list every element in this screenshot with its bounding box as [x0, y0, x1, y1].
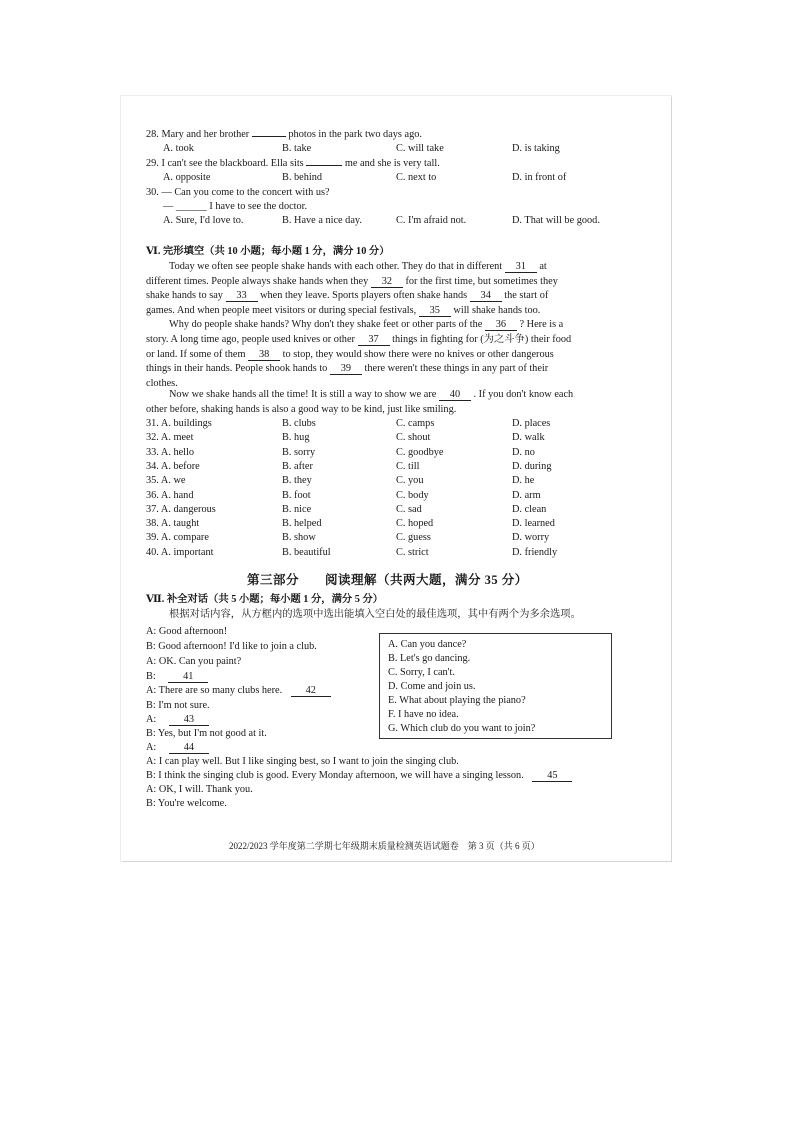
cloze-option-31-a: 31. A. buildings [146, 418, 212, 429]
cloze-option-37-b: B. nice [282, 503, 312, 515]
cloze-option-40-a: 40. A. important [146, 546, 214, 558]
speaker: B: [146, 671, 156, 682]
option-d: D. That will be good. [512, 215, 600, 226]
cloze-heading: Ⅵ. 完形填空（共 10 小题；每小题 1 分，满分 10 分） [146, 246, 390, 257]
box-option-d: D. Come and join us. [388, 681, 476, 692]
dialogue-line: A: I can play well. But I like singing best, so I want to join the singing club. [146, 756, 459, 767]
passage-line [146, 333, 571, 346]
passage-text: things in fighting for (为之斗争) their food [392, 334, 572, 345]
option-b: B. Have a nice day. [282, 215, 362, 226]
passage-text: when they leave. Sports players often shake hands [260, 290, 468, 301]
dialogue-line: A: Good afternoon! [146, 626, 228, 637]
part3-title: 第三部分 阅读理解（共两大题，满分 35 分） [247, 573, 528, 587]
dialogue-instruction: 根据对话内容，从方框内的选项中选出能填入空白处的最佳选项，其中有两个为多余选项。 [169, 609, 581, 620]
box-option-c: C. Sorry, I can't. [388, 667, 455, 678]
passage-line [146, 304, 540, 317]
dialogue-line: A: OK, I will. Thank you. [146, 784, 253, 795]
cloze-option-36-b: B. foot [282, 489, 311, 501]
cloze-option-33-d: D. no [512, 446, 535, 458]
blank-38: 38 [248, 349, 280, 361]
cloze-option-39-a: 39. A. compare [146, 532, 209, 544]
box-option-a: A. Can you dance? [388, 639, 467, 650]
cloze-option-35-a: 35. A. we [146, 475, 186, 487]
cloze-option-33-b: B. sorry [282, 446, 316, 458]
passage-text: story. A long time ago, people used knives or other [146, 334, 355, 345]
passage-text: things in their hands. People shook hands to [146, 363, 328, 374]
cloze-option-38-d: D. learned [512, 518, 555, 530]
cloze-option-35-b: B. they [282, 475, 312, 487]
option-b: B. take [282, 143, 312, 154]
cloze-option-35-d: D. he [512, 475, 535, 487]
question-28 [146, 128, 422, 141]
options-box [379, 633, 612, 739]
question-30-line2: — ______ I have to see the doctor. [163, 201, 308, 212]
passage-line [169, 260, 547, 273]
dialogue-line [146, 684, 331, 697]
blank-41: 41 [168, 671, 208, 683]
dialogue-line: A: OK. Can you paint? [146, 656, 242, 667]
cloze-option-32-d: D. walk [512, 432, 545, 444]
option-c: C. I'm afraid not. [396, 215, 467, 226]
cloze-option-32-c: C. shout [396, 432, 431, 444]
blank-36: 36 [485, 319, 517, 331]
blank-39: 39 [330, 363, 362, 375]
question-30: 30. — Can you come to the concert with us? [146, 187, 330, 198]
passage-text: games. And when people meet visitors or during special festivals, [146, 305, 417, 316]
option-a: A. Sure, I'd love to. [163, 215, 244, 226]
cloze-option-37-c: C. sad [396, 503, 422, 515]
blank-35: 35 [419, 305, 451, 317]
blank-45: 45 [532, 770, 572, 782]
cloze-option-36-d: D. arm [512, 489, 541, 501]
blank-42: 42 [291, 685, 331, 697]
passage-line: clothes. [146, 378, 178, 389]
option-c: C. will take [396, 143, 444, 154]
passage-line [146, 348, 554, 361]
dialogue-heading: Ⅶ. 补全对话（共 5 小题；每小题 1 分，满分 5 分） [146, 594, 384, 605]
passage-text: Why do people shake hands? Why don't they shake feet or other parts of the [169, 319, 483, 330]
option-b: B. behind [282, 172, 323, 183]
cloze-option-37-a: 37. A. dangerous [146, 503, 216, 515]
passage-text: for the first time, but sometimes they [405, 276, 558, 287]
passage-line [146, 289, 548, 302]
page-footer: 2022/2023 学年度第二学期七年级期末质量检测英语试题卷 第 3 页（共 6 页） [229, 841, 540, 851]
blank-31: 31 [505, 261, 537, 273]
dialogue-line [146, 670, 208, 683]
passage-line: other before, shaking hands is also a good way to be kind, just like smiling. [146, 404, 457, 415]
option-d: D. is taking [512, 143, 560, 154]
cloze-option-33-a: 33. A. hello [146, 446, 195, 458]
speaker: A: [146, 742, 157, 753]
cloze-option-39-b: B. show [282, 532, 316, 544]
cloze-option-32-b: B. hug [282, 432, 310, 444]
dialogue-line [146, 769, 572, 782]
cloze-option-36-a: 36. A. hand [146, 489, 194, 501]
box-option-g: G. Which club do you want to join? [388, 723, 536, 734]
dialogue-line: B: Yes, but I'm not good at it. [146, 728, 267, 739]
passage-text: will shake hands too. [453, 305, 541, 316]
blank-33: 33 [226, 290, 258, 302]
cloze-option-36-c: C. body [396, 489, 429, 501]
passage-text: to stop, they would show there were no knives or other dangerous [282, 349, 554, 360]
answer-blank [306, 165, 342, 166]
exam-page [121, 96, 671, 861]
dialogue-line [146, 713, 209, 726]
dialogue-line: B: Good afternoon! I'd like to join a club. [146, 641, 317, 652]
passage-text: Today we often see people shake hands with each other. They do that in different [169, 261, 503, 272]
question-29 [146, 157, 440, 170]
option-a: A. took [163, 143, 194, 154]
cloze-option-39-c: C. guess [396, 532, 431, 544]
passage-line [146, 275, 558, 288]
cloze-option-40-b: B. beautiful [282, 546, 331, 558]
box-option-b: B. Let's go dancing. [388, 653, 471, 664]
option-d: D. in front of [512, 172, 567, 183]
dialogue-line [146, 741, 209, 754]
cloze-option-35-c: C. you [396, 475, 424, 487]
cloze-option-32-a: 32. A. meet [146, 432, 194, 444]
cloze-option-34-c: C. till [396, 460, 420, 472]
cloze-option-38-b: B. helped [282, 518, 322, 530]
blank-34: 34 [470, 290, 502, 302]
passage-text: . If you don't know each [473, 389, 574, 400]
cloze-option-34-d: D. during [512, 460, 552, 472]
cloze-option-33-c: C. goodbye [396, 446, 444, 458]
speaker: A: [146, 714, 157, 725]
option-c: C. next to [396, 172, 437, 183]
dialogue-text: A: There are so many clubs here. [146, 685, 283, 696]
dialogue-text: B: I think the singing club is good. Every Monday afternoon, we will have a singing lesson. [146, 770, 524, 781]
cloze-option-34-b: B. after [282, 460, 313, 472]
passage-text: different times. People always shake hands when they [146, 276, 369, 287]
question-text: photos in the park two days ago. [288, 129, 422, 140]
passage-line [146, 362, 548, 375]
cloze-option-31-d: D. places [512, 418, 551, 429]
blank-32: 32 [371, 276, 403, 288]
box-option-e: E. What about playing the piano? [388, 695, 526, 706]
passage-text: at [539, 261, 547, 272]
cloze-option-31-c: C. camps [396, 418, 435, 429]
cloze-option-39-d: D. worry [512, 532, 550, 544]
cloze-option-40-c: C. strict [396, 546, 429, 558]
blank-37: 37 [358, 334, 390, 346]
dialogue-line: B: I'm not sure. [146, 700, 210, 711]
question-text: me and she is very tall. [344, 158, 440, 169]
cloze-option-34-a: 34. A. before [146, 460, 200, 472]
passage-line [169, 388, 573, 401]
passage-text: Now we shake hands all the time! It is still a way to show we are [169, 389, 437, 400]
answer-blank [252, 136, 286, 137]
passage-line [169, 318, 563, 331]
question-text: 28. Mary and her brother [146, 129, 250, 140]
blank-44: 44 [169, 742, 209, 754]
cloze-option-40-d: D. friendly [512, 546, 558, 558]
cloze-option-38-a: 38. A. taught [146, 518, 200, 530]
passage-text: there weren't these things in any part of their [364, 363, 549, 374]
passage-text: the start of [504, 290, 549, 301]
blank-40: 40 [439, 389, 471, 401]
cloze-option-37-d: D. clean [512, 503, 547, 515]
box-option-f: F. I have no idea. [388, 709, 459, 720]
passage-text: shake hands to say [146, 290, 223, 301]
question-text: 29. I can't see the blackboard. Ella sits [146, 158, 304, 169]
passage-text: ? Here is a [519, 319, 564, 330]
passage-text: or land. If some of them [146, 349, 246, 360]
cloze-option-38-c: C. hoped [396, 518, 434, 530]
blank-43: 43 [169, 714, 209, 726]
option-a: A. opposite [163, 172, 211, 183]
dialogue-line: B: You're welcome. [146, 798, 227, 809]
cloze-option-31-b: B. clubs [282, 418, 316, 429]
